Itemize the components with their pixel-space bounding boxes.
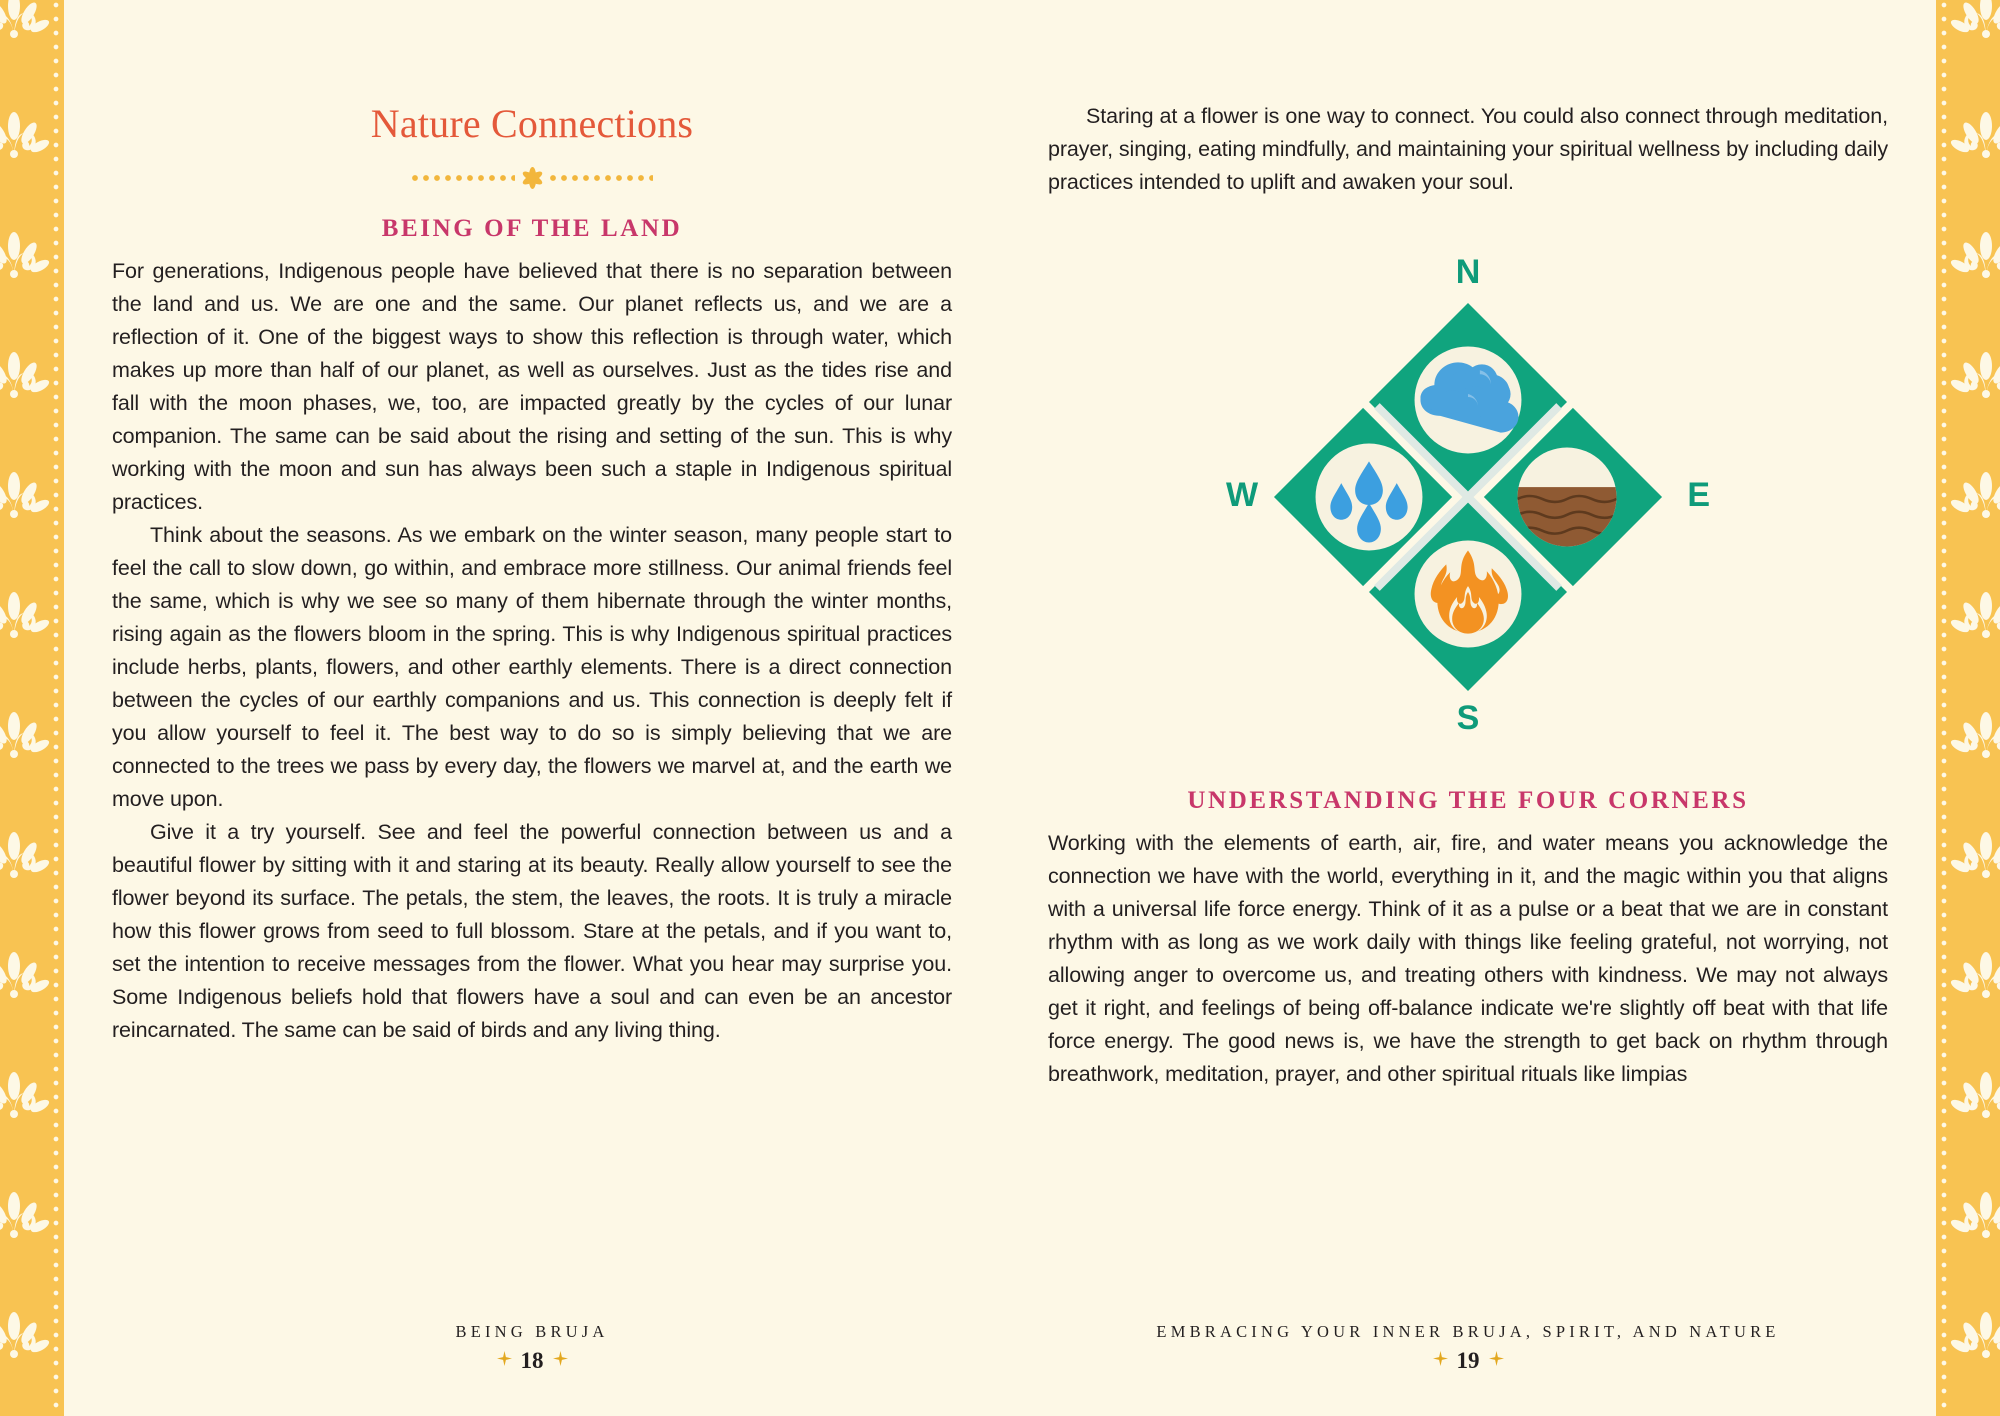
flower-icon — [519, 165, 545, 191]
section-heading-understanding-the-four-corners: UNDERSTANDING THE FOUR CORNERS — [1187, 787, 1749, 814]
paragraph: Staring at a flower is one way to connect. You could also connect through meditation, prayer, singing, eating mindfully, and maintaining your spiritual wellness by including daily practices intended to uplift and awaken your soul. — [1048, 104, 1889, 194]
border-dot-line — [1939, 0, 1949, 1416]
page-number: 19 — [1456, 1348, 1480, 1373]
left-decorative-border — [0, 0, 64, 1416]
page-number-group — [64, 1349, 1000, 1372]
compass-label-north: N — [1455, 253, 1481, 291]
left-page — [64, 0, 1000, 1416]
divider-dots-left — [411, 174, 515, 182]
page-title: Nature Connections — [370, 101, 694, 146]
border-dot-line — [51, 0, 61, 1416]
page-number-group — [1000, 1349, 1936, 1372]
compass-label-south: S — [1456, 699, 1480, 737]
star-ornament-icon — [497, 1351, 512, 1370]
air-quadrant-icon — [1415, 347, 1522, 454]
running-title: EMBRACING YOUR INNER BRUJA, SPIRIT, AND NATURE — [1156, 1322, 1780, 1341]
border-ornament-pattern — [0, 0, 56, 1416]
right-decorative-border — [1936, 0, 2000, 1416]
star-ornament-icon — [1489, 1351, 1504, 1370]
four-corners-diagram — [1218, 255, 1718, 735]
compass-label-east: E — [1687, 476, 1710, 514]
section-heading-being-of-the-land: BEING OF THE LAND — [381, 215, 683, 242]
right-page — [1000, 0, 1936, 1416]
flower-ornament-divider — [112, 167, 952, 189]
star-ornament-icon — [553, 1351, 568, 1370]
paragraph: Think about the seasons. As we embark on the winter season, many people start to feel the call to slow down, go within, and embrace more stillness. Our animal friends feel the same, which is why we see so many of them hibernate through the winter months, rising again as the flowers bloom in the spring. This is why Indigenous spiritual practices include herbs, plants, flowers, and other earthly elements. There is a direct connection between the cycles of our earthly companions and us. This connection is deeply felt if you allow yourself to feel it. The best way to do so is simply believing that we are connected to the trees we pass by every day, the flowers we marvel at, and the earth we move upon. — [112, 523, 952, 811]
compass-label-west: W — [1226, 476, 1259, 514]
left-page-footer — [64, 1322, 1000, 1372]
paragraph: Give it a try yourself. See and feel the powerful connection between us and a beautiful flower by sitting with it and staring at its beauty. Really allow yourself to see the flower beyond its surface. The petals, the stem, the leaves, the roots. It is truly a miracle how this flower grows from seed to full blossom. Stare at the petals, and if you want to, set the intention to receive messages from the flower. What you hear may surprise you. Some Indigenous beliefs hold that flowers have a soul and can even be an ancestor reincarnated. The same can be said of birds and any living thing. — [112, 820, 952, 1042]
fire-quadrant-icon — [1415, 541, 1522, 648]
diamond-graphic — [1270, 299, 1666, 695]
running-title: BEING BRUJA — [455, 1322, 609, 1341]
water-quadrant-icon — [1316, 444, 1423, 551]
border-ornament-pattern — [1944, 0, 2000, 1416]
page-number: 18 — [520, 1348, 544, 1373]
divider-dots-right — [549, 174, 653, 182]
right-page-footer — [1000, 1322, 1936, 1372]
paragraph: For generations, Indigenous people have believed that there is no separation between the land and us. We are one and the same. Our planet reflects us, and we are a reflection of it. One of the biggest ways to show this reflection is through water, which makes up more than half of our planet, as well as ourselves. Just as the tides rise and fall with the moon phases, we, too, are impacted greatly by the cycles of our lunar companion. The same can be said about the rising and setting of the sun. This is why working with the moon and sun has always been such a staple in Indigenous spiritual practices. — [112, 259, 952, 514]
paragraph: Working with the elements of earth, air, fire, and water means you acknowledge the connection we have with the world, everything in it, and the magic within you that aligns with a universal life force energy. Think of it as a pulse or a beat that we are in constant rhythm with as long as we work daily with things like feeling grateful, not worrying, not allowing anger to overcome us, and treating others with kindness. We may not always get it right, and feelings of being off-balance indicate we're slightly off beat with that life force energy. The good news is, we have the strength to get back on rhythm through breathwork, meditation, prayer, and other spiritual rituals like limpias — [1048, 831, 1888, 1086]
star-ornament-icon — [1433, 1351, 1448, 1370]
